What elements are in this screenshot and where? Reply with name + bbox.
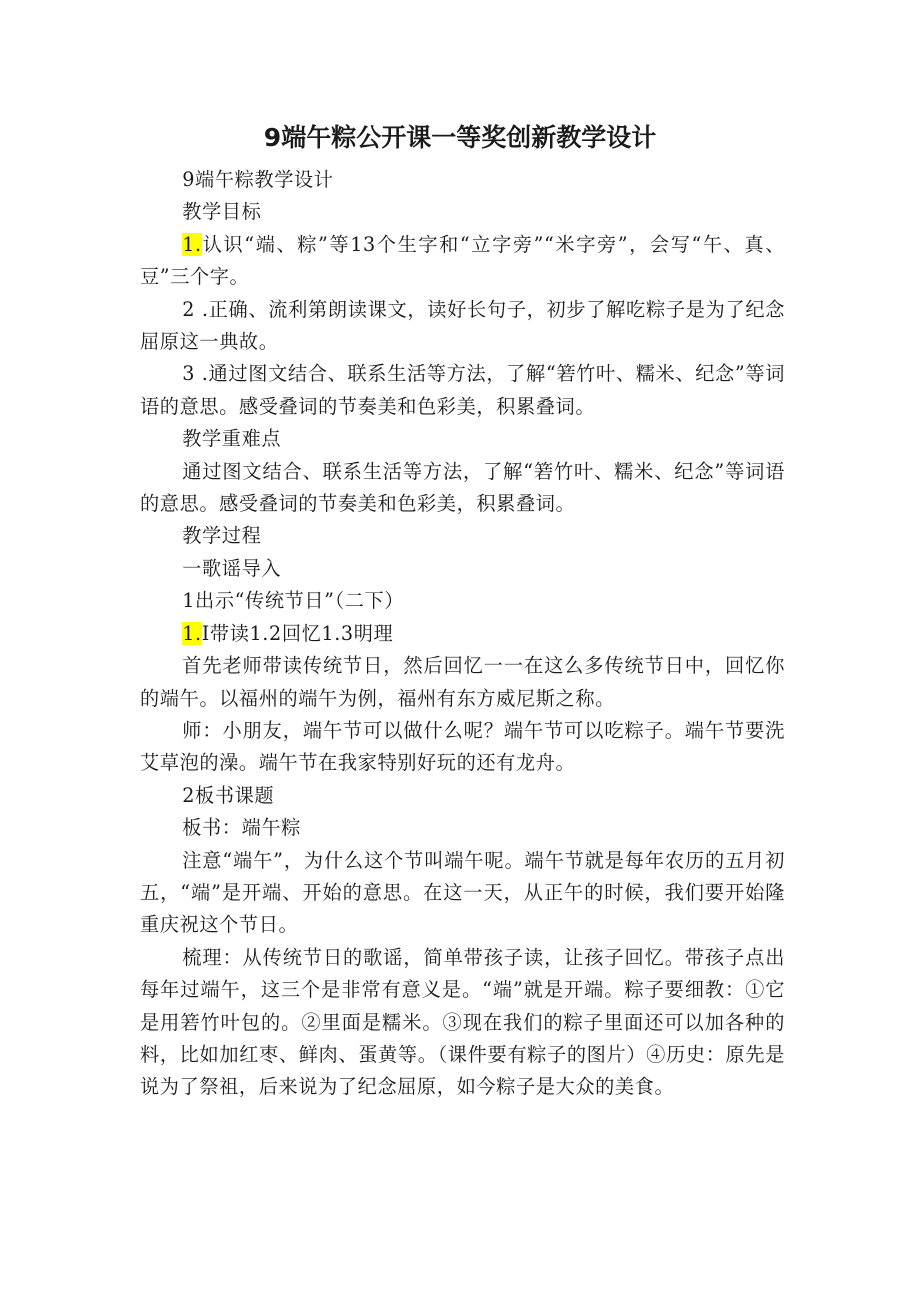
heading-teaching-process: 教学过程 <box>182 524 262 548</box>
paragraph-teacher-reads: 首先老师带读传统节日，然后回忆一一在这么多传统节日中，回忆你的端午。以福州的端午为例，福州有东方威尼斯之称。 <box>140 654 785 710</box>
paragraph-teacher-question: 师：小朋友，端午节可以做什么呢？端午节可以吃粽子。端午节要洗艾草泡的澡。端午节在我家特别好玩的还有龙舟。 <box>140 718 785 775</box>
paragraph-read-recall: 1.I带读1.2回忆1.3明理 <box>182 621 394 645</box>
highlighted-list-marker: 1. <box>182 621 202 645</box>
paragraph-summary: 梳理：从传统节日的歌谣，简单带孩子读，让孩子回忆。带孩子点出每年过端午，这三个是非常有意义是。“端”就是开端。粽子要细教：①它是用箬竹叶包的。②里面是糯米。③现在我们的粽子里面还可以加各种的料，比如加红枣、鲜肉、蛋黄等。（课件要有粽子的图片）④历史：原先是说为了祭祖，后来说为了纪念屈原，如今粽子是大众的美食。 <box>140 945 785 1099</box>
heading-key-difficulties: 教学重难点 <box>182 427 282 451</box>
paragraph-lesson-title: 9端午粽教学设计 <box>182 168 334 191</box>
heading-teaching-goals: 教学目标 <box>182 200 262 224</box>
highlighted-list-marker: 1. <box>182 232 202 256</box>
paragraph-goal-2: 2 .正确、流利第朗读课文，读好长句子，初步了解吃粽子是为了纪念屈原这一典故。 <box>140 297 785 354</box>
paragraph-goal-1: 1.认识“端、粽”等13个生字和“立字旁”“米字旁”，会写“午、真、豆”三个字。 <box>140 232 785 289</box>
paragraph-show-festivals: 1出示“传统节日”（二下） <box>182 589 405 613</box>
paragraph-board-writing: 板书：端午粽 <box>182 816 301 840</box>
document-title: 9端午粽公开课一等奖创新教学设计 <box>263 123 657 152</box>
paragraph-note-duanwu: 注意“端午”，为什么这个节叫端午呢。端午节就是每年农历的五月初五，“端”是开端、开始的意思。在这一天，从正午的时候，我们要开始隆重庆祝这个节日。 <box>140 848 785 937</box>
heading-song-intro: 一歌谣导入 <box>182 556 282 580</box>
heading-board-title: 2板书课题 <box>182 783 275 807</box>
paragraph-goal-3: 3 .通过图文结合、联系生活等方法，了解“箬竹叶、糯米、纪念”等词语的意思。感受叠词的节奏美和色彩美，积累叠词。 <box>140 362 785 418</box>
document-body <box>140 164 785 1104</box>
paragraph-key-difficulties: 通过图文结合、联系生活等方法，了解“箬竹叶、糯米、纪念”等词语的意思。感受叠词的节奏美和色彩美，积累叠词。 <box>140 459 785 516</box>
